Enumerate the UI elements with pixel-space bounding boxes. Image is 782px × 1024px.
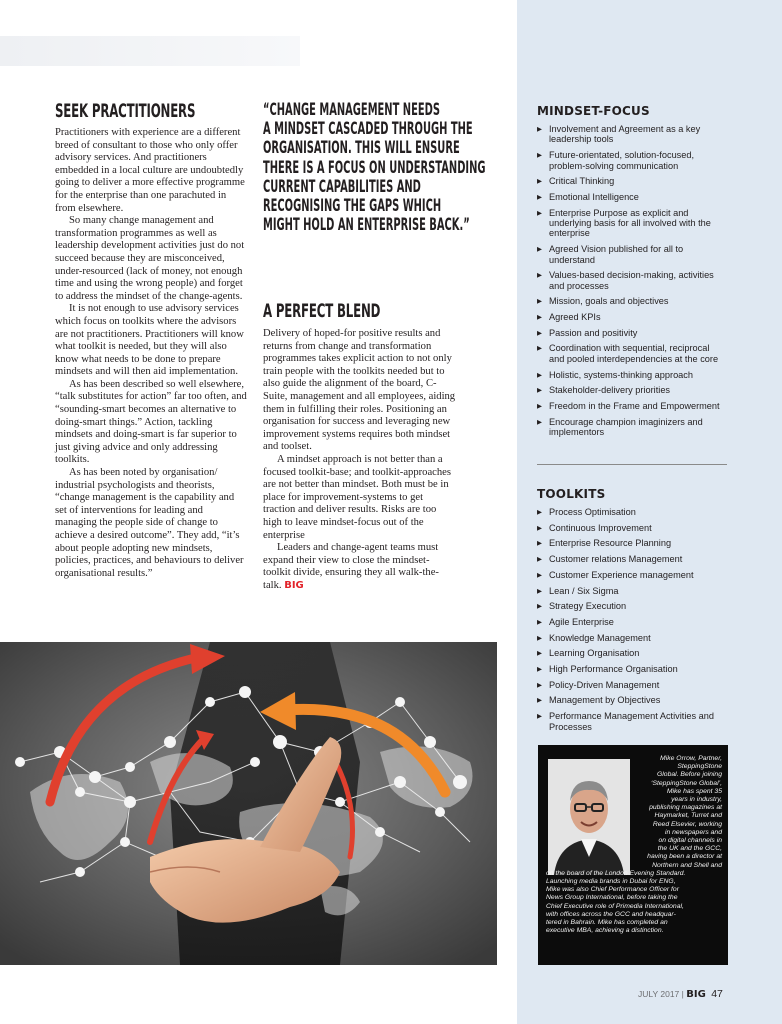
list-item: ▶ High Performance Organisation bbox=[537, 664, 727, 674]
article-photo bbox=[0, 642, 497, 965]
left-column bbox=[55, 98, 247, 580]
toolkits-box bbox=[537, 487, 727, 737]
pull-quote-line: RECOGNISING THE GAPS WHICH bbox=[263, 195, 442, 215]
toolkits-list bbox=[537, 507, 727, 732]
section-heading-a-perfect-blend: A PERFECT BLEND bbox=[263, 300, 381, 322]
list-item: ▶ Lean / Six Sigma bbox=[537, 586, 727, 596]
list-item: ▶ Learning Organisation bbox=[537, 648, 727, 658]
section-heading-seek-practitioners: SEEK PRACTITIONERS bbox=[55, 100, 196, 122]
list-item: ▶ Coordination with sequential, reciprocal and pooled interdependencies at the core bbox=[537, 343, 727, 364]
bio-line: in newspapers and bbox=[664, 828, 722, 836]
pull-quote-line: A MINDSET CASCADED THROUGH THE bbox=[263, 119, 473, 139]
list-item: ▶ Stakeholder-delivery priorities bbox=[537, 385, 727, 395]
list-item: ▶ Freedom in the Frame and Empowerment bbox=[537, 401, 727, 411]
list-item: ▶ Critical Thinking bbox=[537, 176, 727, 186]
pull-quote-line: MIGHT HOLD AN ENTERPRISE BACK.” bbox=[263, 215, 470, 235]
list-item: ▶ Holistic, systems-thinking approach bbox=[537, 370, 727, 380]
bio-line: Chief Executive role of Primedia International, bbox=[546, 902, 684, 910]
author-bio-box bbox=[538, 745, 728, 965]
body-paragraph-last bbox=[263, 542, 457, 592]
bio-line: with offices across the GCC and headquar- bbox=[546, 910, 676, 918]
bio-line: having been a director at bbox=[647, 853, 722, 861]
bio-line: Haymarket, Turret and bbox=[654, 812, 722, 820]
list-item: ▶ Enterprise Purpose as explicit and underlying basis for all involved with the enterprise bbox=[537, 208, 727, 239]
footer-separator: | bbox=[681, 989, 684, 999]
bio-line: Reed Elsevier, working bbox=[652, 820, 722, 828]
issue-date: JULY 2017 bbox=[638, 989, 680, 999]
body-paragraph: It is not enough to use advisory services which focus on toolkits where the advisors are not practitioners. Practitioners will know what toolkit is needed, but they will also know what needs to be done to prepare mindsets and will then aid implementation. bbox=[55, 303, 244, 378]
mindset-focus-title: MINDSET-FOCUS bbox=[537, 104, 650, 118]
list-item: ▶ Process Optimisation bbox=[537, 507, 727, 517]
mindset-focus-list bbox=[537, 124, 727, 438]
bio-line: News Group International, before taking the bbox=[546, 894, 678, 902]
bio-line: SteppingStone bbox=[677, 763, 722, 771]
network-hand-illustration bbox=[0, 642, 497, 965]
list-item: ▶ Encourage champion imaginizers and implementors bbox=[537, 417, 727, 438]
header-band bbox=[0, 36, 300, 66]
bio-line: Launching media brands in Dubai for ENG, bbox=[546, 878, 676, 886]
body-paragraph: As has been noted by organisation/ industrial psychologists and theorists, “change management is the capability and set of interventions for leading and managing the people side of change to achieve a desired outcome”. They add, “it’s about people adopting new mindsets, policies, practices, and behaviours to deliver organisational results.” bbox=[55, 467, 244, 579]
list-item: ▶ Enterprise Resource Planning bbox=[537, 538, 727, 548]
body-paragraph: A mindset approach is not better than a focused toolkit-base; and toolkit-approaches are not better than mindset. Both must be in place for improvement-systems to get traction and deliver results. Risks are too high to leave mindset-focus out of the enterprise bbox=[263, 453, 451, 541]
list-item: ▶ Values-based decision-making, activities and processes bbox=[537, 270, 727, 291]
bio-line: Mike has spent 35 bbox=[666, 787, 722, 795]
pull-quote-line: THERE IS A FOCUS ON UNDERSTANDING bbox=[263, 157, 486, 177]
bio-line: Mike was also Chief Performance Officer for bbox=[546, 886, 679, 894]
bio-line: on digital channels in bbox=[658, 837, 722, 845]
list-item: ▶ Agreed KPIs bbox=[537, 312, 727, 322]
sidebar-divider bbox=[537, 464, 727, 465]
pull-quote-line: CURRENT CAPABILITIES AND bbox=[263, 176, 421, 196]
body-paragraph: Practitioners with experience are a different breed of consultant to those who only offer advisory services. And practitioners embedded in a local culture are undoubtedly going to deliver a more effective programme for the enterprise than one parachuted in from elsewhere. bbox=[55, 127, 245, 214]
list-item: ▶ Strategy Execution bbox=[537, 601, 727, 611]
list-item: ▶ Future-orientated, solution-focused, problem-solving communication bbox=[537, 150, 727, 171]
body-paragraph: As has been described so well elsewhere, “talk substitutes for action” far too often, and “sounding-smart becomes an alternative to doing-smart things.” Action, tackling mindsets and doing-smart is far superior to just giving advice and only addressing toolkits. bbox=[55, 378, 247, 466]
bio-line: years in industry, bbox=[671, 796, 722, 804]
author-bio-text bbox=[546, 755, 722, 935]
bio-line: Northern and Shell and bbox=[652, 861, 722, 869]
list-item: ▶ Involvement and Agreement as a key leadership tools bbox=[537, 124, 727, 145]
end-mark-logo: BIG bbox=[284, 579, 304, 591]
page-number: 47 bbox=[711, 988, 723, 1000]
list-item: ▶ Agile Enterprise bbox=[537, 617, 727, 627]
middle-column bbox=[263, 300, 457, 592]
mindset-focus-box bbox=[537, 104, 727, 443]
list-item: ▶ Mission, goals and objectives bbox=[537, 296, 727, 306]
bio-line: Mike Orrow, Partner, bbox=[660, 755, 722, 762]
toolkits-title: TOOLKITS bbox=[537, 487, 606, 501]
list-item: ▶ Continuous Improvement bbox=[537, 523, 727, 533]
bio-line: on the board of the London Evening Standard. bbox=[546, 869, 686, 877]
body-text: Leaders and change-agent teams must expand their view to close the mindset-toolkit divide, ensuring they all walk-the-talk. bbox=[263, 542, 439, 591]
list-item: ▶ Passion and positivity bbox=[537, 328, 727, 338]
bio-line: executive MBA, achieving a distinction. bbox=[546, 927, 664, 935]
page-footer bbox=[638, 988, 723, 1000]
bio-line: Global. Before joining bbox=[657, 771, 722, 779]
bio-line: publishing magazines at bbox=[649, 804, 722, 812]
list-item: ▶ Policy-Driven Management bbox=[537, 680, 727, 690]
bio-line: ‘SteppingStone Global’, bbox=[650, 779, 722, 787]
list-item: ▶ Agreed Vision published for all to understand bbox=[537, 244, 727, 265]
bio-line: the UK and the GCC, bbox=[657, 845, 722, 853]
list-item: ▶ Performance Management Activities and Processes bbox=[537, 711, 727, 732]
pull-quote-line: ORGANISATION. THIS WILL ENSURE bbox=[263, 138, 460, 158]
list-item: ▶ Emotional Intelligence bbox=[537, 192, 727, 202]
bio-line: tered in Bahrain. Mike has completed an bbox=[546, 919, 668, 927]
list-item: ▶ Management by Objectives bbox=[537, 695, 727, 705]
magazine-logo: BIG bbox=[686, 989, 706, 1000]
pull-quote bbox=[263, 100, 486, 235]
list-item: ▶ Customer Experience management bbox=[537, 570, 727, 580]
list-item: ▶ Customer relations Management bbox=[537, 554, 727, 564]
body-paragraph: Delivery of hoped-for positive results and returns from change and transformation programmes takes explicit action to not only train people with the toolkits needed but to also guide the alignment of the board, C-Suite, management and all employees, aiding them in fulfilling their roles. Positioning an organisation for success and leveraging new improvement systems requires both mindset and toolset. bbox=[263, 328, 456, 453]
list-item: ▶ Knowledge Management bbox=[537, 633, 727, 643]
pull-quote-line: “CHANGE MANAGEMENT NEEDS bbox=[263, 100, 440, 119]
body-paragraph: So many change management and transformation programmes as well as leadership development activities just do not succeed because they are misconceived, under-resourced (lack of money, not enough time and using the wrong people) and forget to address the mindset of the change-agents. bbox=[55, 215, 245, 302]
